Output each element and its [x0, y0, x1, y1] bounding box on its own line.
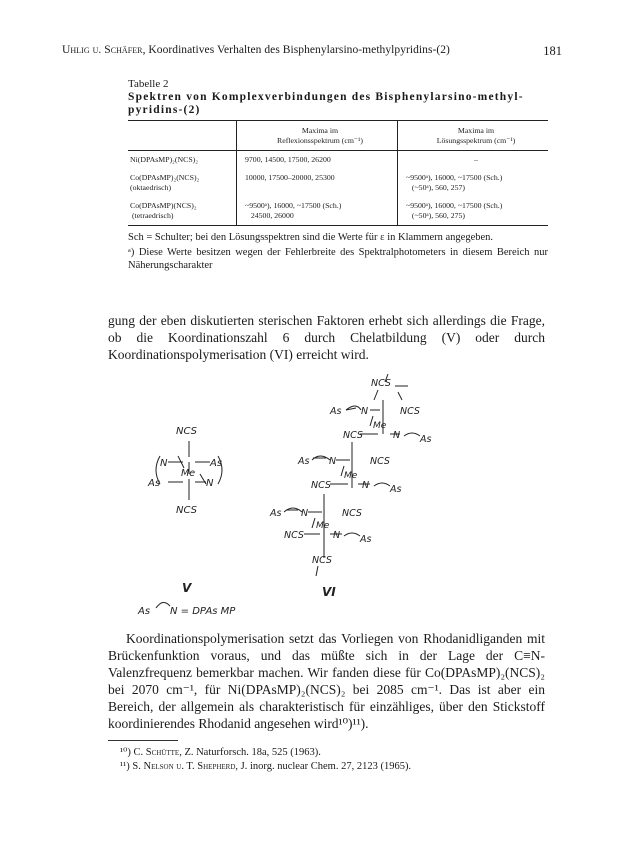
compound-cell — [128, 197, 237, 226]
table-note-1: Sch = Schulter; bei den Lösungsspektren sind die Werte für ε in Klammern angegeben. — [128, 232, 494, 243]
reflexion-cell — [237, 197, 398, 226]
footnote-text: , Z. Naturforsch. 18a, 525 (1963). — [179, 747, 321, 758]
n-label: N — [333, 530, 341, 541]
structure-vi-label: VI — [322, 585, 336, 599]
ncs-label: NCS — [342, 508, 362, 519]
n-label: N — [329, 456, 337, 467]
as-label: As — [420, 434, 432, 445]
solution-cell — [398, 169, 549, 197]
table-note-2-text: Diese Werte besitzen wegen der Fehlerbreite des Spektralphotometers in diesem Bereich nur Näherungscharakter — [128, 247, 548, 271]
header-solution-line1: Maxima im — [457, 126, 495, 135]
solution-value-2: (~50ᵃ), 560, 275) — [411, 211, 465, 220]
as-label: As — [270, 508, 282, 519]
compound-name: Ni(DPAsMP)₂(NCS)₂ — [130, 155, 198, 164]
table-2 — [128, 78, 548, 272]
me-label: Me — [181, 468, 196, 479]
running-head-author: Uhlig u. Schäfer — [62, 44, 143, 56]
me-label: Me — [344, 471, 358, 481]
footnote-mark: ¹⁰) — [120, 747, 131, 758]
structure-v-labels — [147, 426, 222, 595]
legend-text: N = DPAs MP — [170, 606, 236, 617]
table-note-2 — [128, 246, 548, 272]
n-label: N — [361, 406, 369, 417]
footnote-text: , J. inorg. nuclear Chem. 27, 2123 (1965). — [235, 761, 412, 772]
structure-figure — [108, 370, 528, 622]
table-note-2-mark: ᵃ) — [128, 247, 135, 258]
header-solution-line2: Lösungsspektrum (cm⁻¹) — [436, 136, 516, 145]
reflexion-value-2: 24500, 26000 — [250, 211, 294, 220]
ncs-label: NCS — [371, 378, 391, 389]
as-label: As — [210, 458, 223, 469]
header-solution — [398, 121, 549, 151]
as-label: As — [360, 534, 372, 545]
reflexion-value: 10000, 17500–20000, 25300 — [245, 173, 335, 182]
ncs-label: NCS — [400, 406, 420, 417]
as-label: As — [148, 478, 161, 489]
compound-name: Co(DPAsMP)₂(NCS)₂ — [130, 173, 200, 182]
table-row — [128, 151, 548, 170]
structure-v-label: V — [182, 581, 192, 595]
solution-value: ~9500ᵃ), 16000, ~17500 (Sch.) — [406, 173, 503, 182]
header-reflexion-line2: Reflexionsspektrum (cm⁻¹) — [277, 136, 363, 145]
structure-vi-labels — [269, 378, 431, 599]
header-reflexion — [237, 121, 398, 151]
footnote-author: C. Schütte — [133, 747, 180, 758]
footnote-mark: ¹¹) — [120, 761, 130, 772]
solution-value: – — [474, 155, 478, 164]
ncs-label: NCS — [370, 456, 390, 467]
page-number: 181 — [543, 44, 562, 58]
compound-name: Co(DPAsMP)(NCS)₂ — [130, 201, 197, 210]
ncs-label: NCS — [176, 426, 197, 437]
reflexion-cell — [237, 169, 398, 197]
legend-as: As — [138, 606, 151, 617]
solution-cell — [398, 197, 549, 226]
running-head-title: , Koordinatives Verhalten des Bisphenylarsino-methylpyridins-(2) — [142, 44, 450, 56]
reflexion-cell — [237, 151, 398, 170]
paragraph-2: Koordinationspolymerisation setzt das Vorliegen von Rhodanidliganden mit Brückenfunktion voraus, und das müßte sich in der Lage der C≡N-Valenzfrequenz bemerkbar machen. Wir fanden diese für Co(DPAsMP)₂(NCS)₂ bei 2070 cm⁻¹, für Ni(DPAsMP)₂(NCS)₂ bei 2085 cm⁻¹. Das ist aber ein Bereich, der allgemein als charakteristisch für einzähliges, über den Stickstoff koordinierendes Rhodanid angesehen wird¹⁰)¹¹). — [108, 631, 545, 731]
spectra-table — [128, 120, 548, 226]
n-label: N — [206, 478, 214, 489]
table-row — [128, 197, 548, 226]
header-reflexion-line1: Maxima im — [301, 126, 339, 135]
table-header-row — [128, 121, 548, 151]
n-label: N — [160, 458, 168, 469]
table-title: Spektren von Komplexverbindungen des Bisphenylarsino-methyl-pyridins-(2) — [128, 91, 524, 116]
solution-cell — [398, 151, 549, 170]
me-label: Me — [373, 421, 387, 431]
chelate-arc-icon — [156, 602, 170, 608]
solution-value-2: (~50ᵃ), 560, 257) — [411, 183, 465, 192]
footnote-author: S. Nelson u. T. Shepherd — [132, 761, 236, 772]
n-label: N — [301, 508, 309, 519]
ncs-label: NCS — [343, 430, 363, 441]
footnote — [120, 746, 540, 760]
running-head-text — [62, 44, 450, 59]
footnote-rule — [108, 740, 178, 741]
solution-value: ~9500ᵃ), 16000, ~17500 (Sch.) — [406, 201, 503, 210]
paragraph-1: gung der eben diskutierten sterischen Faktoren erhebt sich allerdings die Frage, ob die Koordinationszahl 6 durch Chelatbildung (V) oder durch Koordinationspolymerisation (VI) erreicht wird. — [108, 313, 545, 362]
footnote — [120, 760, 540, 774]
compound-note: (oktaedrisch) — [130, 183, 172, 192]
ncs-label: NCS — [312, 555, 332, 566]
reflexion-value: ~9500ᵃ), 16000, ~17500 (Sch.) — [245, 201, 342, 210]
table-label: Tabelle 2 — [128, 78, 169, 90]
ncs-label: NCS — [284, 530, 304, 541]
n-label: N — [393, 430, 401, 441]
compound-note: (tetraedrisch) — [131, 211, 174, 220]
me-label: Me — [316, 521, 330, 531]
n-label: N — [362, 480, 370, 491]
ncs-label: NCS — [311, 480, 331, 491]
header-compound — [128, 121, 237, 151]
reflexion-value: 9700, 14500, 17500, 26200 — [245, 155, 331, 164]
as-label: As — [330, 406, 342, 417]
table-row — [128, 169, 548, 197]
compound-cell — [128, 169, 237, 197]
running-head — [62, 44, 562, 59]
as-label: As — [298, 456, 310, 467]
footnotes — [120, 746, 540, 774]
compound-cell — [128, 151, 237, 170]
ncs-label: NCS — [176, 505, 197, 516]
as-label: As — [390, 484, 402, 495]
